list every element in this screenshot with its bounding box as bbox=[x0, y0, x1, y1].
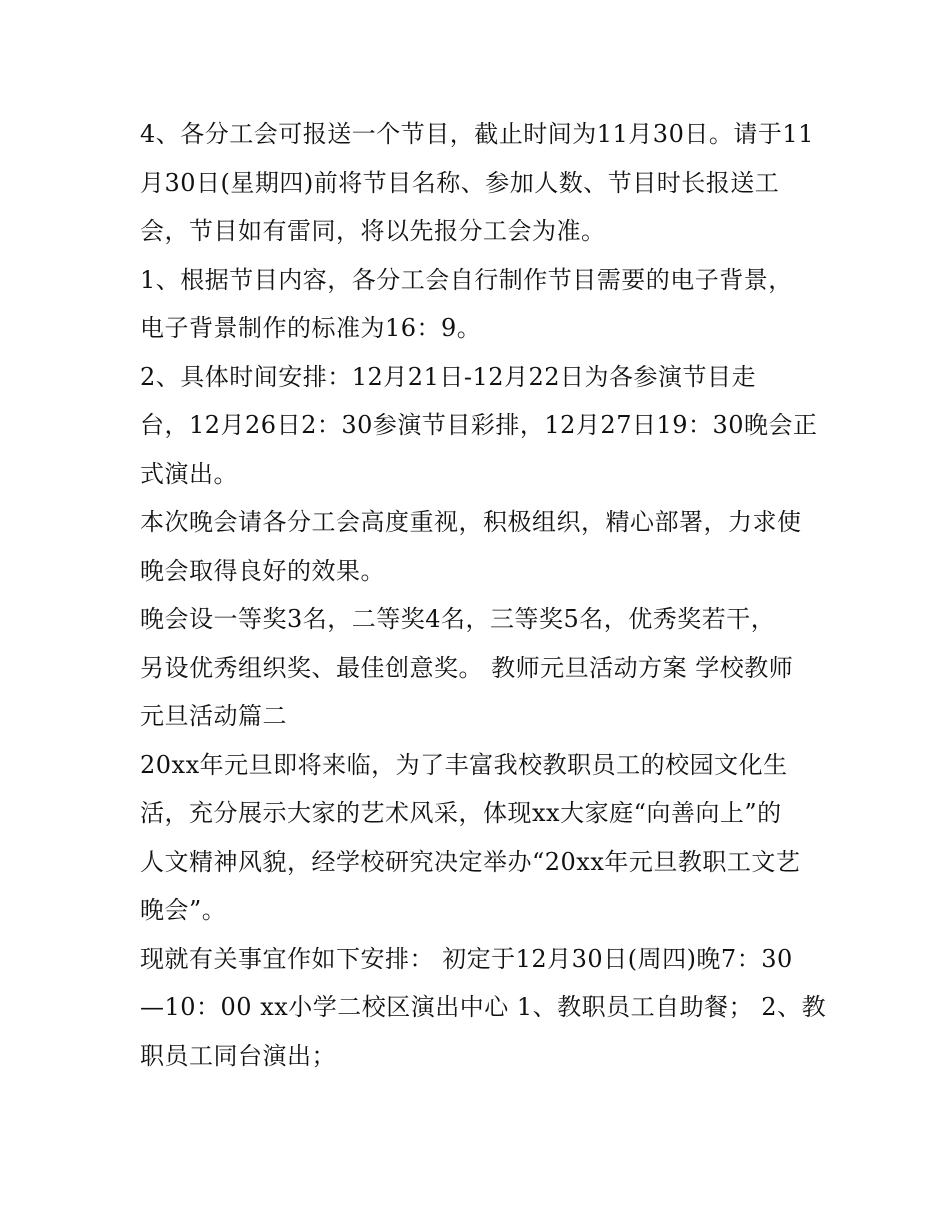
text-line: 晚会”。 bbox=[140, 896, 227, 924]
text-line: 1、根据节目内容，各分工会自行制作节目需要的电子背景， bbox=[140, 265, 793, 294]
text-line: 式演出。 bbox=[140, 459, 238, 488]
text-line: 4、各分工会可报送一个节目，截止时间为11月30日。请于11 bbox=[140, 120, 814, 148]
text-line: 现就有关事宜作如下安排： 初定于12月30日(周四)晚7：30 bbox=[140, 944, 793, 973]
text-line: 晚会设一等奖3名，二等奖4名，三等奖5名，优秀奖若干， bbox=[140, 605, 776, 633]
text-line: 职员工同台演出； bbox=[140, 1041, 336, 1070]
text-line: 电子背景制作的标准为16：9。 bbox=[140, 314, 482, 342]
text-line: 月30日(星期四)前将节目名称、参加人数、节目时长报送工 bbox=[140, 168, 780, 197]
text-line: 本次晚会请各分工会高度重视，积极组织，精心部署，力求使 bbox=[140, 508, 802, 536]
text-line: 人文精神风貌，经学校研究决定举办“20xx年元旦教职工文艺 bbox=[140, 847, 801, 876]
document-body bbox=[140, 110, 827, 1080]
text-line: 另设优秀组织奖、最佳创意奖。 教师元旦活动方案 学校教师 bbox=[140, 653, 794, 682]
text-line: 20xx年元旦即将来临，为了丰富我校教职员工的校园文化生 bbox=[140, 750, 788, 779]
text-line: 会，节目如有雷同，将以先报分工会为准。 bbox=[140, 217, 606, 245]
text-line: —10：00 xx小学二校区演出中心 1、教职员工自助餐； 2、教 bbox=[140, 993, 827, 1021]
text-line: 活，充分展示大家的艺术风采，体现xx大家庭“向善向上”的 bbox=[140, 799, 782, 827]
text-line: 台，12月26日2：30参演节目彩排，12月27日19：30晚会正 bbox=[140, 411, 818, 439]
text-line: 元旦活动篇二 bbox=[140, 702, 287, 730]
text-line: 2、具体时间安排：12月21日-12月22日为各参演节目走 bbox=[140, 362, 757, 391]
text-line: 晚会取得良好的效果。 bbox=[140, 556, 385, 585]
